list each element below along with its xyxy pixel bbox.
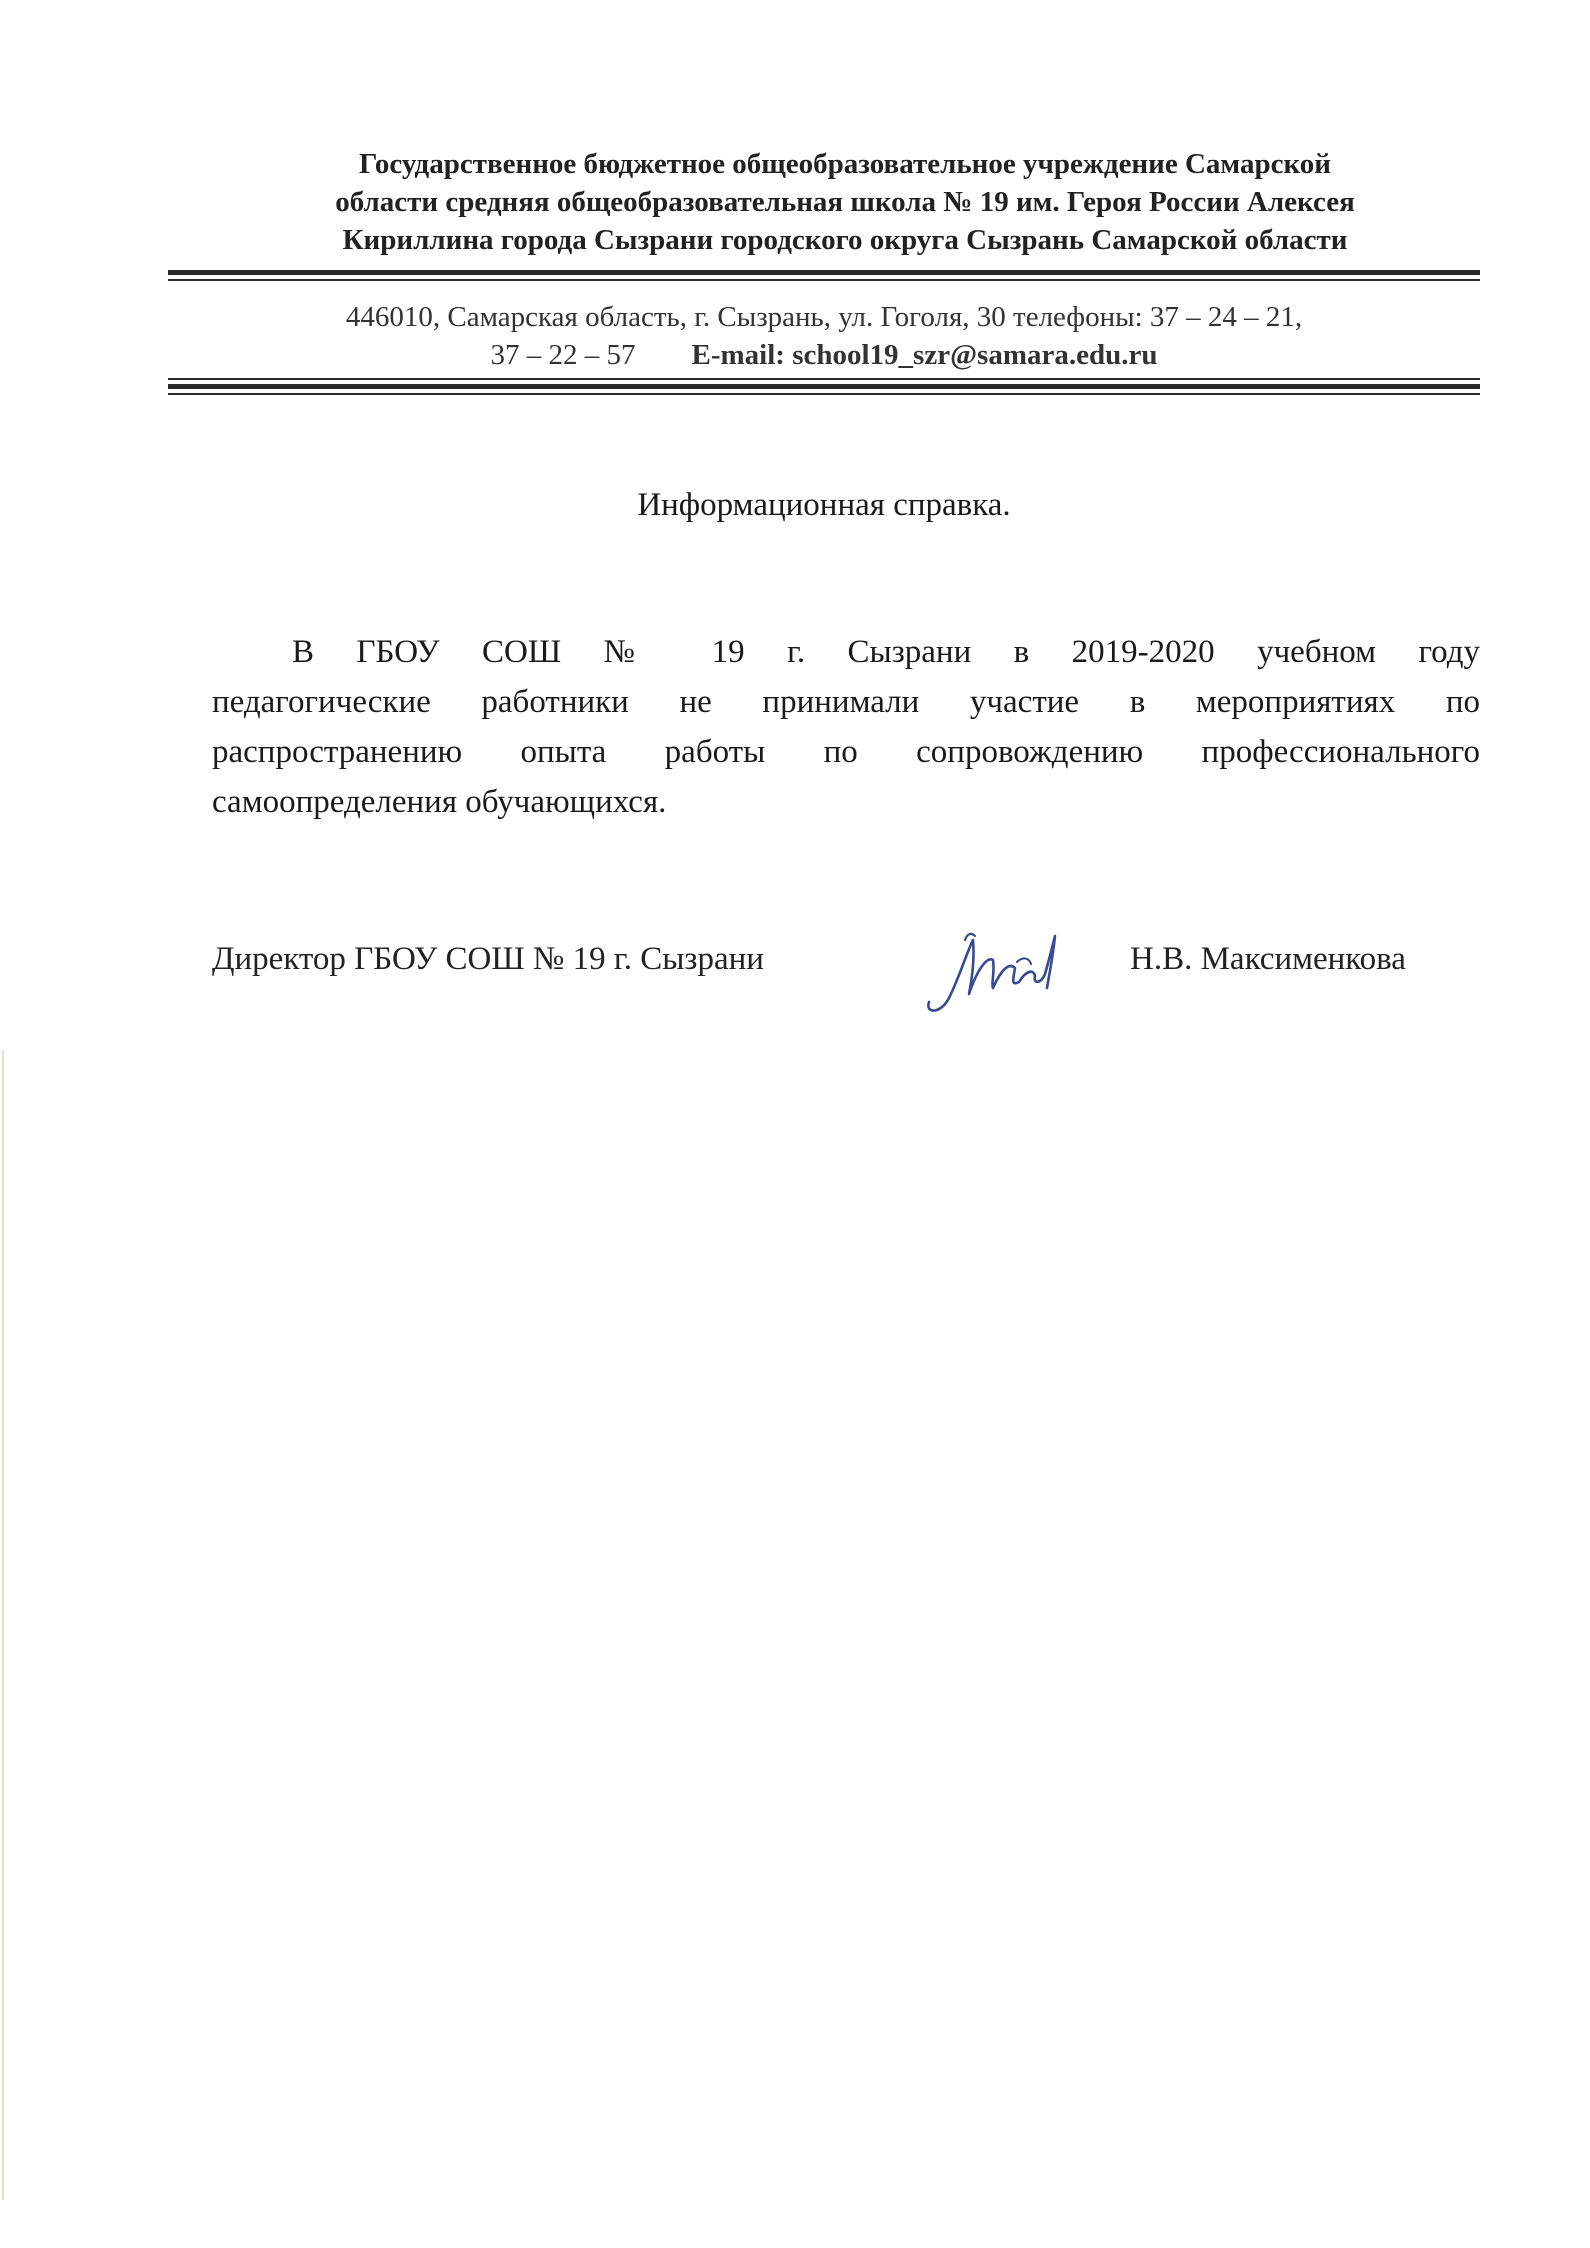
address-line: 446010, Самарская область, г. Сызрань, ул. Гоголя, 30 телефоны: 37 – 24 – 21, <box>345 301 1303 333</box>
document-body <box>212 627 1480 827</box>
organization-line-1: Государственное бюджетное общеобразовательное учреждение Самарской <box>358 148 1332 180</box>
handwritten-signature <box>915 922 1065 1017</box>
email-address: E-mail: school19_szr@samara.edu.ru <box>691 339 1158 371</box>
contact-rule-thin-lower <box>168 393 1480 395</box>
organization-line-2: области средняя общеобразовательная школа № 19 им. Героя России Алексея <box>335 186 1355 218</box>
body-line-4: самоопределения обучающихся. <box>212 784 667 820</box>
organization-line-3: Кириллина города Сызрани городского округа Сызрань Самарской области <box>342 224 1348 256</box>
header-rule-thick <box>168 270 1480 275</box>
document-title: Информационная справка. <box>637 487 1011 523</box>
scan-edge-shadow <box>2 1050 4 2200</box>
contact-rule-thin <box>168 378 1480 380</box>
body-line-3: распространению опыта работы по сопровождению профессионального <box>212 734 1480 770</box>
body-line-1: В ГБОУ СОШ № 19 г. Сызрани в 2019-2020 учебном году <box>292 634 1480 670</box>
contact-rule-thick <box>168 384 1480 389</box>
phone-email-line <box>168 336 1480 374</box>
signatory-position: Директор ГБОУ СОШ № 19 г. Сызрани <box>212 941 764 977</box>
body-line-2: педагогические работники не принимали участие в мероприятиях по <box>212 684 1480 720</box>
contact-info <box>168 298 1480 374</box>
signatory-name: Н.В. Максименкова <box>1130 941 1406 977</box>
phone-number: 37 – 22 – 57 <box>490 339 636 371</box>
signature-block <box>212 927 1480 1007</box>
header-rule-thin <box>168 279 1480 281</box>
